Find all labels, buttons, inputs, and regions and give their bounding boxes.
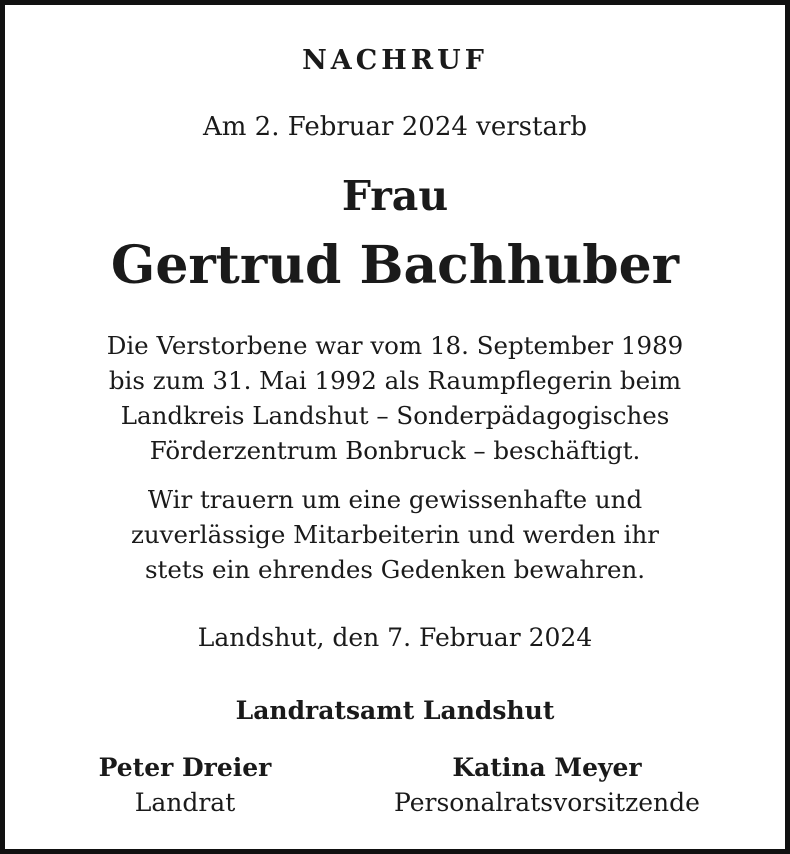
signer-name: Katina Meyer xyxy=(452,753,642,782)
intro-line: Am 2. Februar 2024 verstarb xyxy=(202,112,588,142)
paragraph-line: Landkreis Landshut – Sonderpädagogisches xyxy=(120,401,670,430)
signer-left xyxy=(65,751,305,821)
paragraph-line: stets ein ehrendes Gedenken bewahren. xyxy=(144,555,646,584)
paragraph-line: Förderzentrum Bonbruck – beschäftigt. xyxy=(149,436,641,465)
organization-name: Landratsamt Landshut xyxy=(235,696,555,725)
signer-role: Landrat xyxy=(134,788,236,817)
paragraph-line: Wir trauern um eine gewissenhafte und xyxy=(147,485,643,514)
signer-role: Personalratsvorsitzende xyxy=(394,788,700,817)
deceased-name: Gertrud Bachhuber xyxy=(110,235,680,296)
salutation: Frau xyxy=(341,172,449,220)
paragraph-line: zuverlässige Mitarbeiterin und werden ihr xyxy=(131,520,659,549)
signer-right xyxy=(347,751,747,821)
notice-heading: NACHRUF xyxy=(302,45,488,76)
paragraph-line: Die Verstorbene war vom 18. September 1989 xyxy=(106,331,684,360)
paragraph-line: bis zum 31. Mai 1992 als Raumpflegerin beim xyxy=(108,366,682,395)
signer-name: Peter Dreier xyxy=(98,753,272,782)
place-and-date: Landshut, den 7. Februar 2024 xyxy=(197,623,593,652)
employment-paragraph xyxy=(45,328,745,468)
mourning-paragraph xyxy=(45,482,745,587)
